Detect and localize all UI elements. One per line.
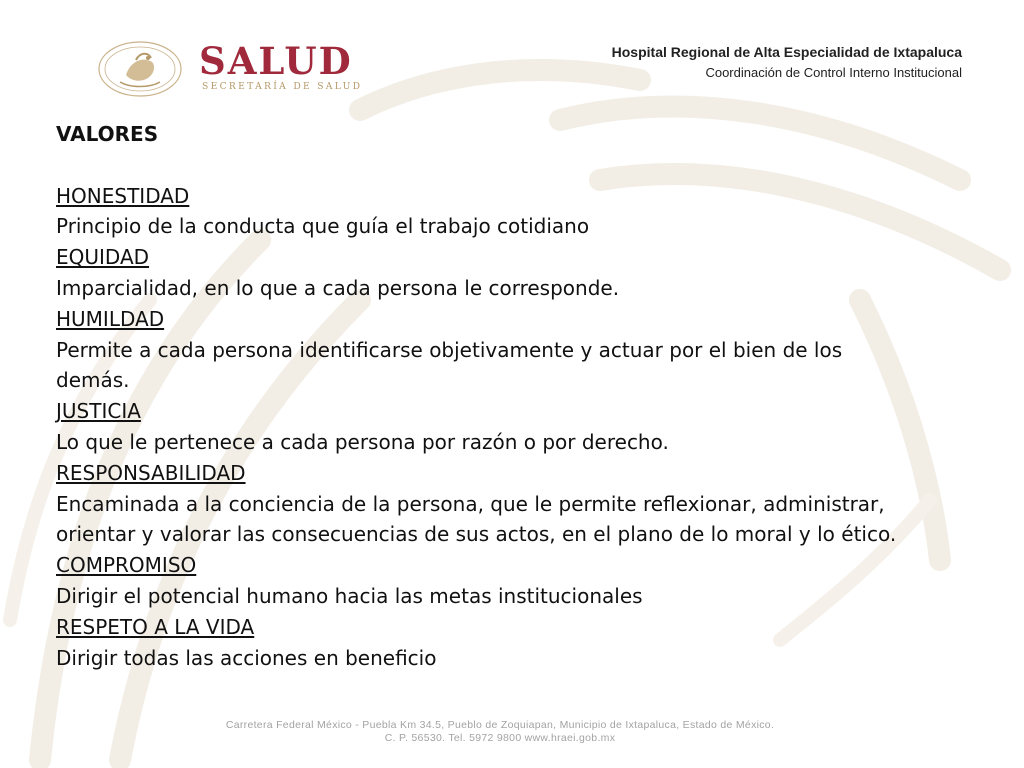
value-name: HONESTIDAD [56,183,190,208]
value-description: Encaminada a la conciencia de la persona, que le permite reflexionar, administrar, orientar y valorar las consecuencias de sus actos, en el plano de lo moral y lo ético. [56,491,897,547]
value-name: JUSTICIA [56,399,141,424]
salud-logo [96,40,436,98]
value-description: Dirigir todas las acciones en beneficio [56,645,437,670]
value-description: Principio de la conducta que guía el trabajo cotidiano [56,214,590,239]
value-item-honestidad [56,181,916,243]
value-item-humildad [56,304,916,396]
brand-subtitle: SECRETARÍA DE SALUD [202,81,363,92]
value-name: HUMILDAD [56,306,165,331]
value-item-justicia [56,396,916,458]
brand-title: SALUD [199,39,353,83]
value-name: RESPONSABILIDAD [56,460,246,485]
value-name: RESPETO A LA VIDA [56,614,255,639]
footer-contact: C. P. 56530. Tel. 5972 9800 www.hraei.gob.mx [384,732,616,744]
value-description: Imparcialidad, en lo que a cada persona le corresponde. [56,275,620,300]
value-name: COMPROMISO [56,553,197,578]
value-item-responsabilidad [56,458,916,550]
value-item-compromiso [56,550,916,612]
values-content [56,119,916,673]
mexico-coat-of-arms-seal [96,40,184,98]
value-description: Dirigir el potencial humano hacia las metas institucionales [56,583,643,608]
department-name: Coordinación de Control Interno Institucional [705,65,962,80]
section-title: VALORES [56,122,159,146]
footer-address: Carretera Federal México - Puebla Km 34.5, Pueblo de Zoquiapan, Municipio de Ixtapaluca, Estado de México. [225,719,775,731]
value-item-equidad [56,242,916,304]
value-name: EQUIDAD [56,245,150,270]
value-description: Lo que le pertenece a cada persona por razón o por derecho. [56,429,669,454]
hospital-name: Hospital Regional de Alta Especialidad de Ixtapaluca [611,44,962,60]
value-item-respeto-a-la-vida [56,612,916,674]
value-description: Permite a cada persona identificarse objetivamente y actuar por el bien de los demás. [56,337,843,393]
